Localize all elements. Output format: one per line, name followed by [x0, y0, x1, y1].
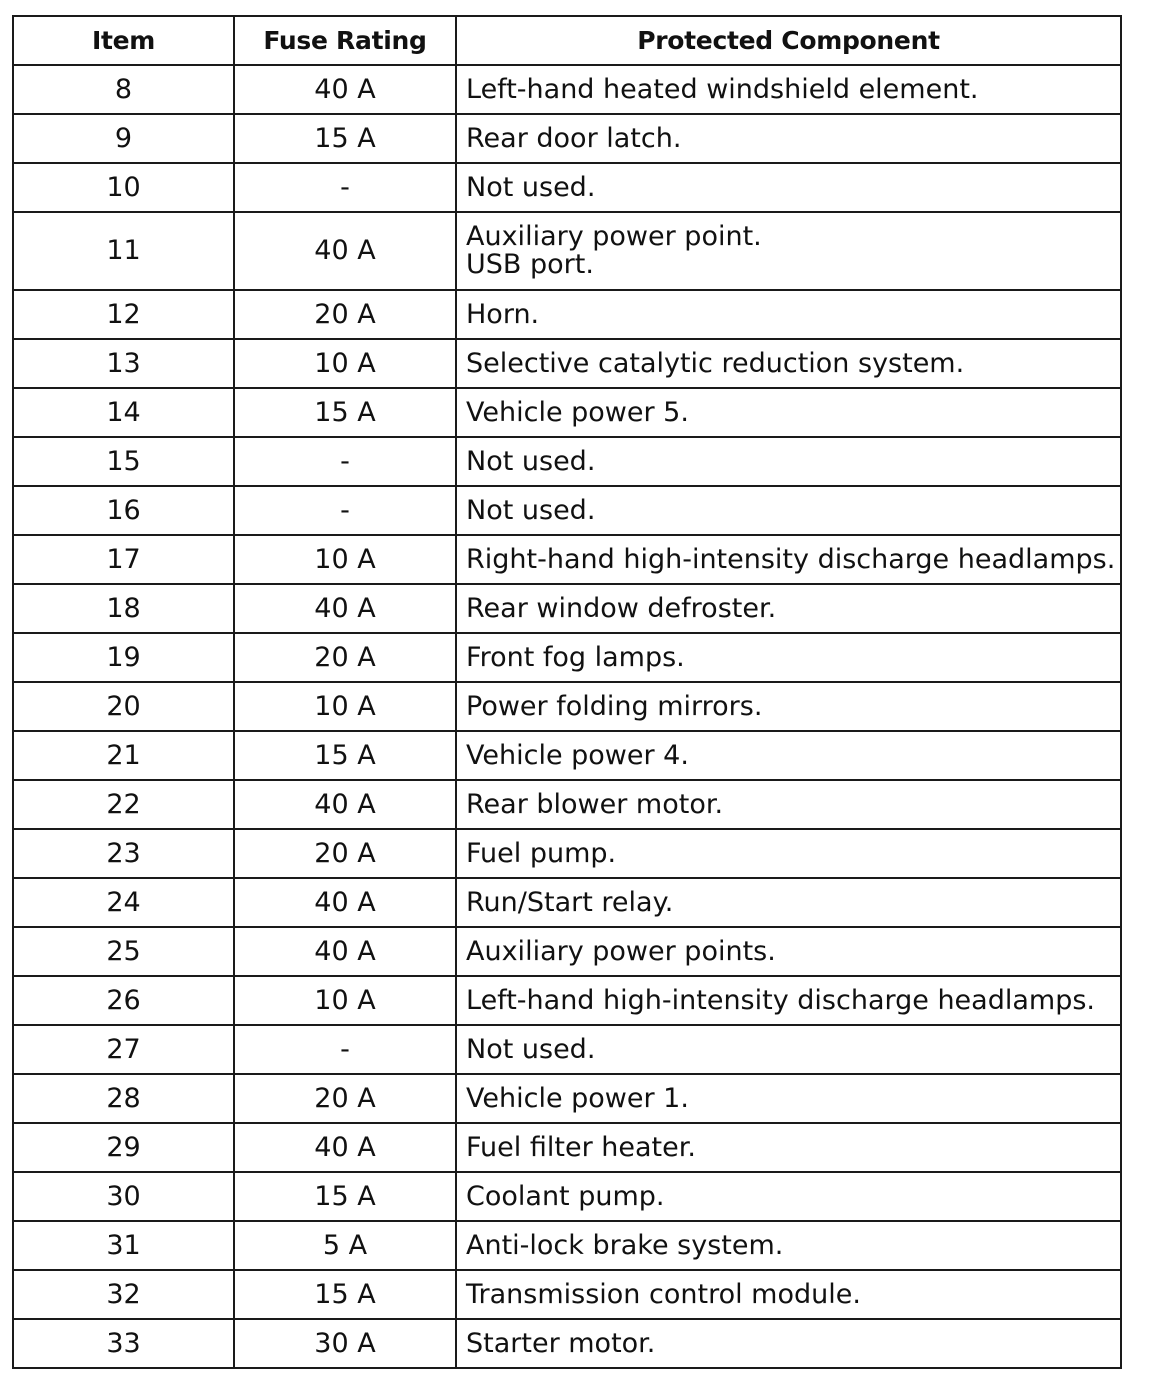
protected-component-cell	[456, 633, 1121, 682]
component-line: Front fog lamps.	[466, 641, 685, 673]
component-line: Transmission control module.	[466, 1278, 861, 1310]
fuse-rating-cell: 20 A	[234, 290, 456, 339]
protected-component-cell	[456, 290, 1121, 339]
item-cell: 18	[13, 584, 234, 633]
component-line: Left-hand heated windshield element.	[466, 73, 979, 105]
fuse-rating-cell: 15 A	[234, 114, 456, 163]
header-fuse-rating: Fuse Rating	[234, 16, 456, 65]
component-line: Rear window defroster.	[466, 592, 777, 624]
component-line: Fuel filter heater.	[466, 1131, 696, 1163]
item-cell: 25	[13, 927, 234, 976]
protected-component-cell	[456, 1172, 1121, 1221]
item-cell: 10	[13, 163, 234, 212]
fuse-rating-cell: 15 A	[234, 388, 456, 437]
item-cell: 17	[13, 535, 234, 584]
table-row	[13, 163, 1121, 212]
table-row	[13, 731, 1121, 780]
component-line: Coolant pump.	[466, 1180, 665, 1212]
fuse-rating-cell: 15 A	[234, 1270, 456, 1319]
table-row	[13, 388, 1121, 437]
fuse-rating-cell: 20 A	[234, 829, 456, 878]
component-line: Power folding mirrors.	[466, 690, 763, 722]
protected-component-cell	[456, 114, 1121, 163]
table-row	[13, 829, 1121, 878]
table-row	[13, 878, 1121, 927]
table-row	[13, 437, 1121, 486]
protected-component-cell	[456, 829, 1121, 878]
fuse-rating-cell: 40 A	[234, 584, 456, 633]
component-line: Starter motor.	[466, 1327, 656, 1359]
component-line: Not used.	[466, 1033, 596, 1065]
protected-component-cell	[456, 163, 1121, 212]
item-cell: 24	[13, 878, 234, 927]
fuse-rating-cell: 40 A	[234, 1123, 456, 1172]
item-cell: 32	[13, 1270, 234, 1319]
item-cell: 27	[13, 1025, 234, 1074]
protected-component-cell	[456, 976, 1121, 1025]
table-row	[13, 780, 1121, 829]
header-row	[13, 16, 1121, 65]
table-row	[13, 212, 1121, 290]
fuse-rating-cell: 10 A	[234, 682, 456, 731]
component-line: Auxiliary power point.	[466, 221, 762, 252]
protected-component-cell	[456, 1123, 1121, 1172]
protected-component-cell	[456, 878, 1121, 927]
protected-component-cell	[456, 731, 1121, 780]
component-line: Left-hand high-intensity discharge headlamps.	[466, 984, 1095, 1016]
fuse-rating-cell: -	[234, 163, 456, 212]
item-cell: 28	[13, 1074, 234, 1123]
fuse-rating-cell: 20 A	[234, 1074, 456, 1123]
fuse-rating-cell: 10 A	[234, 535, 456, 584]
item-cell: 33	[13, 1319, 234, 1368]
item-cell: 26	[13, 976, 234, 1025]
component-line: Vehicle power 1.	[466, 1082, 689, 1114]
protected-component-cell	[456, 212, 1121, 290]
fuse-rating-cell: 40 A	[234, 927, 456, 976]
component-line: Anti-lock brake system.	[466, 1229, 784, 1261]
component-line: Rear blower motor.	[466, 788, 724, 820]
item-cell: 29	[13, 1123, 234, 1172]
protected-component-cell	[456, 535, 1121, 584]
protected-component-cell	[456, 339, 1121, 388]
item-cell: 31	[13, 1221, 234, 1270]
table-row	[13, 535, 1121, 584]
item-cell: 12	[13, 290, 234, 339]
item-cell: 11	[13, 212, 234, 290]
protected-component-cell	[456, 486, 1121, 535]
table-row	[13, 1025, 1121, 1074]
table-row	[13, 290, 1121, 339]
fuse-rating-cell: 40 A	[234, 780, 456, 829]
table-row	[13, 682, 1121, 731]
header-protected-component: Protected Component	[456, 16, 1121, 65]
table-row	[13, 1221, 1121, 1270]
table-row	[13, 339, 1121, 388]
table-row	[13, 1123, 1121, 1172]
fuse-rating-cell: 40 A	[234, 878, 456, 927]
protected-component-cell	[456, 388, 1121, 437]
component-line: Right-hand high-intensity discharge headlamps.	[466, 543, 1116, 575]
item-cell: 9	[13, 114, 234, 163]
fuse-rating-cell: 15 A	[234, 1172, 456, 1221]
fuse-rating-cell: -	[234, 437, 456, 486]
fuse-table	[12, 15, 1122, 1369]
table-row	[13, 1074, 1121, 1123]
protected-component-cell	[456, 1221, 1121, 1270]
fuse-rating-cell: 30 A	[234, 1319, 456, 1368]
component-line: Vehicle power 4.	[466, 739, 689, 771]
header-item: Item	[13, 16, 234, 65]
fuse-rating-cell: -	[234, 1025, 456, 1074]
component-line: Rear door latch.	[466, 122, 682, 154]
component-line: Not used.	[466, 445, 596, 477]
fuse-rating-cell: 10 A	[234, 339, 456, 388]
fuse-rating-cell: 40 A	[234, 212, 456, 290]
fuse-rating-cell: -	[234, 486, 456, 535]
table-row	[13, 927, 1121, 976]
fuse-rating-cell: 40 A	[234, 65, 456, 114]
table-row	[13, 584, 1121, 633]
table-row	[13, 633, 1121, 682]
component-line: USB port.	[466, 249, 594, 280]
item-cell: 21	[13, 731, 234, 780]
protected-component-cell	[456, 65, 1121, 114]
protected-component-cell	[456, 1025, 1121, 1074]
component-line: Not used.	[466, 494, 596, 526]
item-cell: 13	[13, 339, 234, 388]
table-body	[13, 65, 1121, 1368]
component-line: Run/Start relay.	[466, 886, 674, 918]
protected-component-cell	[456, 1074, 1121, 1123]
item-cell: 8	[13, 65, 234, 114]
item-cell: 14	[13, 388, 234, 437]
table-row	[13, 1172, 1121, 1221]
item-cell: 16	[13, 486, 234, 535]
item-cell: 30	[13, 1172, 234, 1221]
protected-component-cell	[456, 1319, 1121, 1368]
component-line: Fuel pump.	[466, 837, 617, 869]
fuse-rating-cell: 10 A	[234, 976, 456, 1025]
component-line: Selective catalytic reduction system.	[466, 347, 965, 379]
table-row	[13, 1270, 1121, 1319]
fuse-rating-cell: 5 A	[234, 1221, 456, 1270]
component-line: Horn.	[466, 298, 540, 330]
protected-component-cell	[456, 1270, 1121, 1319]
fuse-rating-cell: 20 A	[234, 633, 456, 682]
protected-component-cell	[456, 927, 1121, 976]
protected-component-cell	[456, 682, 1121, 731]
item-cell: 15	[13, 437, 234, 486]
table-row	[13, 486, 1121, 535]
table-row	[13, 1319, 1121, 1368]
component-line: Vehicle power 5.	[466, 396, 689, 428]
protected-component-cell	[456, 780, 1121, 829]
fuse-rating-cell: 15 A	[234, 731, 456, 780]
component-line: Auxiliary power points.	[466, 935, 776, 967]
table-row	[13, 114, 1121, 163]
table-row	[13, 65, 1121, 114]
item-cell: 20	[13, 682, 234, 731]
table-header	[13, 16, 1121, 65]
item-cell: 22	[13, 780, 234, 829]
table-row	[13, 976, 1121, 1025]
item-cell: 19	[13, 633, 234, 682]
item-cell: 23	[13, 829, 234, 878]
protected-component-cell	[456, 437, 1121, 486]
component-line: Not used.	[466, 171, 596, 203]
protected-component-cell	[456, 584, 1121, 633]
